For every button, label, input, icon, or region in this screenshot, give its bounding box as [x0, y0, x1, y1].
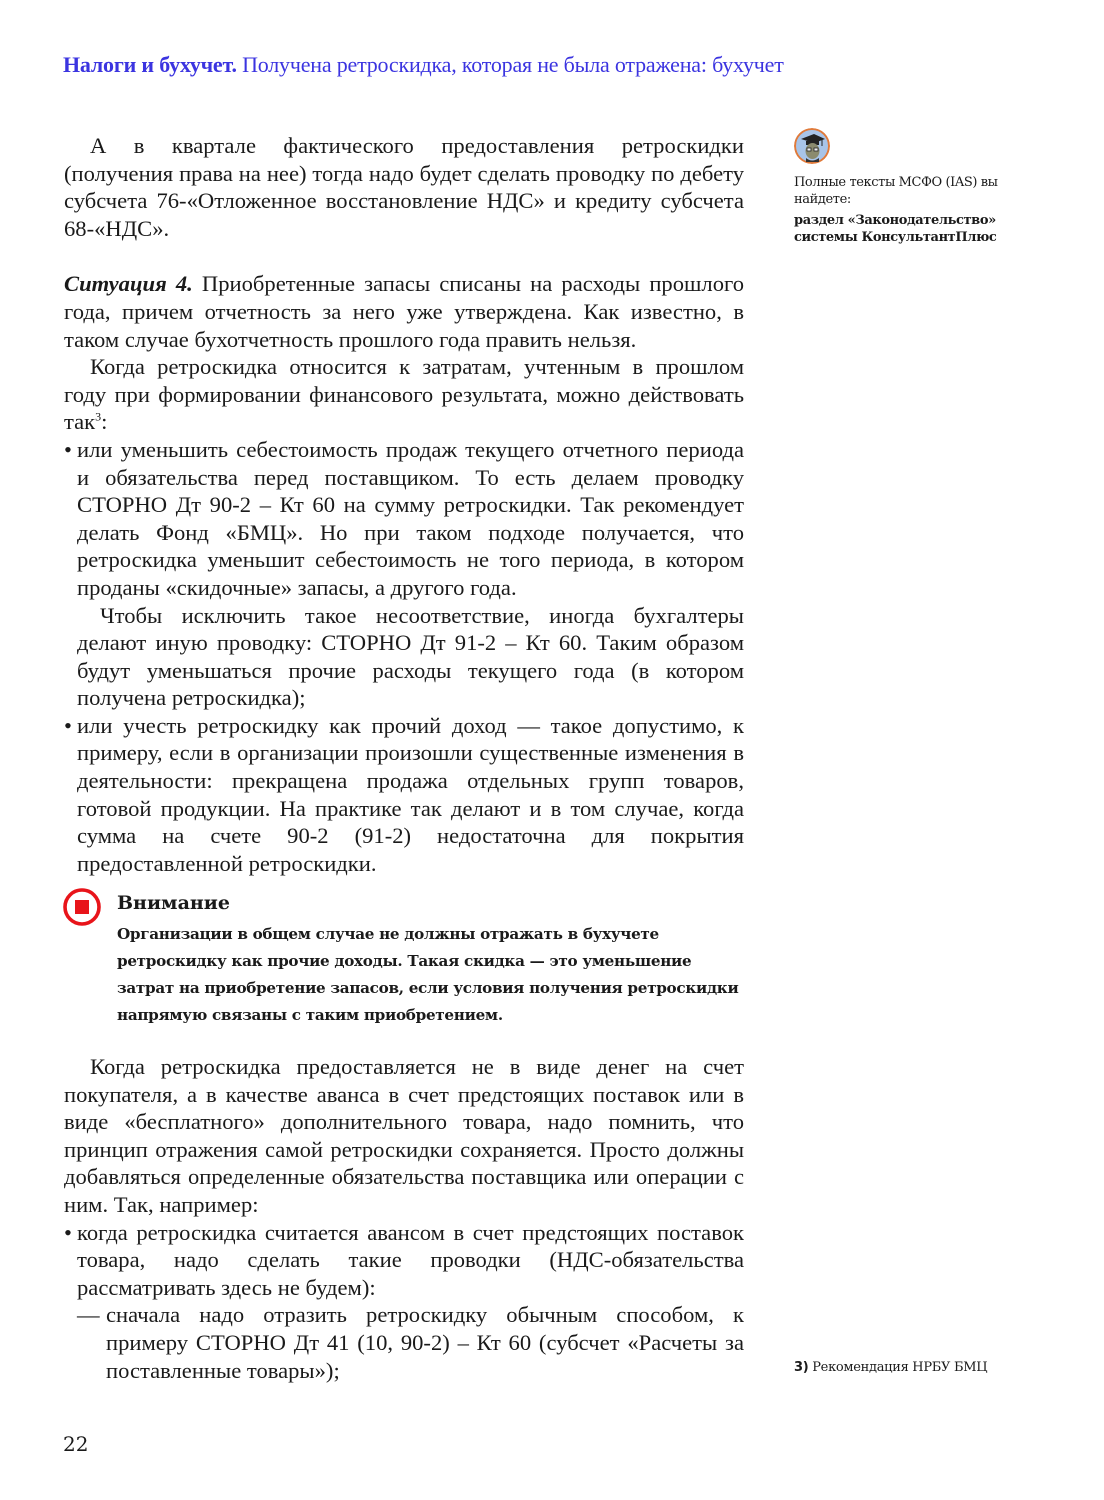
main-text-column-lower: [64, 1053, 744, 1384]
list-item: [64, 712, 744, 878]
sidebar-note: Полные тексты МСФО (IAS) вы найдете:: [794, 175, 998, 207]
paragraph-2-text: Когда ретроскидка относится к затратам, учтенным в прошлом году при формировании финансового результата, можно действовать так: [64, 354, 744, 435]
running-header: [63, 52, 784, 78]
main-text-column: [64, 132, 744, 877]
list-item: [64, 1219, 744, 1302]
page-number: 22: [63, 1432, 89, 1456]
paragraph-3: Когда ретроскидка предоставляется не в виде денег на счет покупателя, а в качестве аванса в счет предстоящих поставок или в виде «бесплатного» дополнительного товара, надо помнить, что принцип отражения самой ретроскидки сохраняется. Просто должны добавляться определенные обязательства поставщика или операции с ним. Так, например:: [64, 1054, 744, 1217]
dash-list-item: [64, 1301, 744, 1384]
warning-text: Организации в общем случае не должны отражать в бухучете ретроскидку как прочие доходы. Такая скидка — это уменьшение затрат на приобретение запасов, если условия получения ретроскидки напрямую связаны с таким приобретением.: [117, 925, 739, 1024]
intro-paragraph: А в квартале фактического предоставления ретроскидки (получения права на нее) тогда надо будет сделать проводку по дебету субсчета 76-«Отложенное восстановление НДС» и кредиту субсчета 68-«НДС».: [64, 133, 744, 241]
list-item: [64, 436, 744, 602]
bullet-marker: •: [64, 436, 72, 462]
dash-item-text: сначала надо отразить ретроскидку обычным способом, к примеру СТОРНО Дт 41 (10, 90-2) – Кт 60 (субсчет «Расчеты за поставленные товары»);: [106, 1302, 744, 1383]
footnote-ref[interactable]: 3: [95, 409, 102, 424]
header-section: Налоги и бухучет.: [63, 52, 237, 77]
list-item-text: когда ретроскидка считается авансом в счет предстоящих поставок товара, надо сделать такие проводки (НДС-обязательства рассматривать здесь не будем):: [77, 1219, 744, 1300]
footnote-number: 3): [794, 1360, 809, 1375]
professor-avatar-icon: [794, 128, 830, 164]
footnote: [794, 1360, 987, 1375]
footnote-text: Рекомендация НРБУ БМЦ: [808, 1360, 988, 1375]
bullet-marker: •: [64, 712, 72, 738]
warning-title: Внимание: [117, 892, 230, 914]
sidebar-reference: раздел «Законодательство» системы КонсультантПлюс: [794, 213, 997, 245]
situation-text: Приобретенные запасы списаны на расходы прошлого года, причем отчетность за него уже утверждена. Как известно, в таком случае бухотчетность прошлого года править нельзя.: [64, 271, 745, 352]
stop-icon: [62, 887, 102, 927]
header-title: Получена ретроскидка, которая не была отражена: бухучет: [242, 52, 784, 77]
bullet-marker: •: [64, 1219, 72, 1245]
list-item-continuation: Чтобы исключить такое несоответствие, иногда бухгалтеры делают иную проводку: СТОРНО Дт 91-2 – Кт 60. Таким образом будут уменьшаться прочие расходы текущего года (в котором получена ретроскидка);: [77, 602, 744, 711]
list-item-text: или уменьшить себестоимость продаж текущего отчетного периода и обязательства перед поставщиком. То есть делаем проводку СТОРНО Дт 90-2 – Кт 60 на сумму ретроскидки. Так рекомендует делать Фонд «БМЦ». Но при таком подходе получается, что ретроскидка уменьшит себестоимость не того периода, в котором проданы «скидочные» запасы, а другого года.: [77, 436, 744, 600]
dash-marker: —: [77, 1302, 100, 1328]
sidebar: [794, 128, 1034, 246]
situation-paragraph: [64, 270, 744, 353]
list-item-text: или учесть ретроскидку как прочий доход — такое допустимо, к примеру, если в организации произошли существенные изменения в деятельности: прекращена продажа отдельных групп товаров, готовой продукции. На практике так делают и в том случае, когда сумма на счете 90-2 (91-2) недостаточна для покрытия предоставленной ретроскидки.: [77, 712, 744, 876]
situation-label: Ситуация 4.: [64, 271, 193, 297]
paragraph-2-suffix: :: [101, 409, 108, 435]
paragraph-2: [64, 353, 744, 436]
